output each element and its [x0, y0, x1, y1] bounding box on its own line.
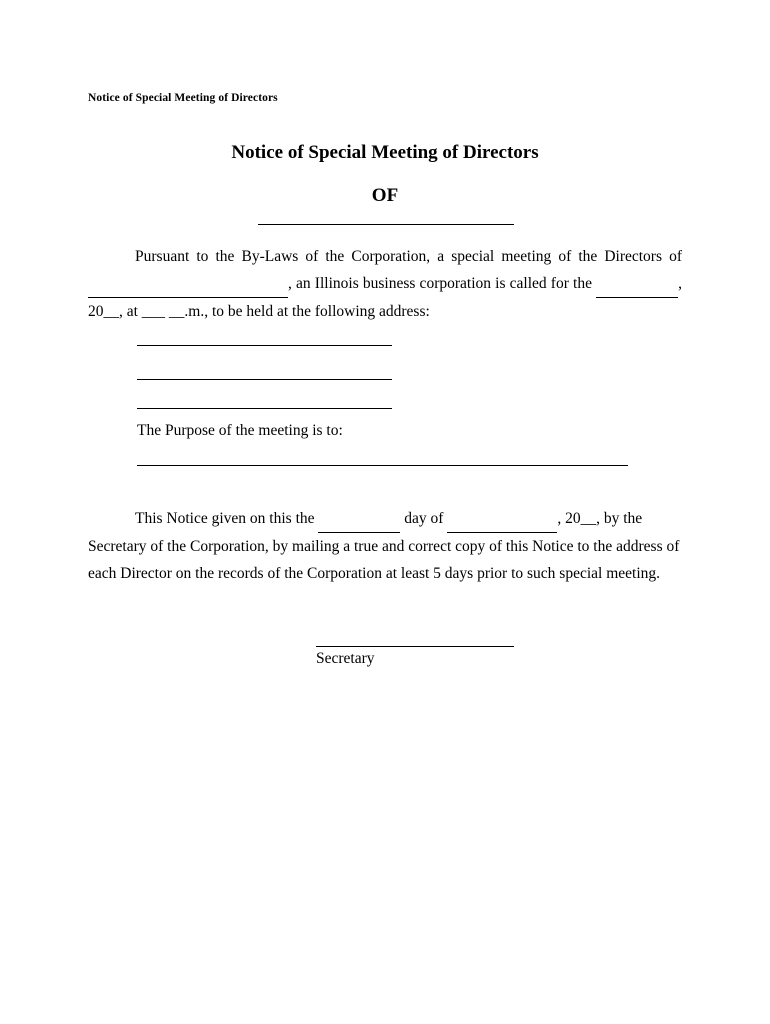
- notice-given-text-2: day of: [404, 510, 444, 527]
- paragraph-pursuant-text-2: , an Illinois business corporation is called for the: [288, 275, 592, 292]
- title-of-word: OF: [371, 185, 399, 206]
- called-date-inline-blank[interactable]: [596, 270, 678, 298]
- month-inline-blank[interactable]: [447, 505, 557, 533]
- corporation-name-blank-line[interactable]: [258, 224, 514, 225]
- signature-label: Secretary: [316, 650, 375, 667]
- purpose-blank-line[interactable]: [137, 465, 628, 466]
- notice-given-line-3: each Director on the records of the Corporation at least 5 days prior to such special meeting.: [88, 565, 661, 582]
- paragraph-pursuant-text-1: Pursuant to the By-Laws of the Corporation, a special meeting of the Directors of: [135, 248, 682, 265]
- document-header-label: Notice of Special Meeting of Directors: [88, 92, 278, 104]
- notice-given-line-2: Secretary of the Corporation, by mailing a true and correct copy of this Notice to the address of: [88, 538, 680, 555]
- purpose-label: The Purpose of the meeting is to:: [137, 422, 343, 439]
- signature-blank-line[interactable]: [316, 646, 514, 647]
- page-title: Notice of Special Meeting of Directors: [231, 142, 539, 163]
- paragraph-pursuant-text-3: ,: [678, 275, 682, 292]
- notice-given-text-3: , 20__, by the: [557, 510, 643, 527]
- day-inline-blank[interactable]: [318, 505, 400, 533]
- notice-given-text-1: This Notice given on this the: [135, 510, 315, 527]
- paragraph-pursuant: [88, 243, 682, 325]
- paragraph-notice-given: [88, 505, 682, 587]
- address-blank-line-2[interactable]: [137, 379, 392, 380]
- paragraph-pursuant-text-4: 20__, at ___ __.m., to be held at the following address:: [88, 303, 430, 320]
- corporation-name-inline-blank[interactable]: [88, 270, 288, 298]
- address-blank-line-3[interactable]: [137, 408, 392, 409]
- address-blank-line-1[interactable]: [137, 345, 392, 346]
